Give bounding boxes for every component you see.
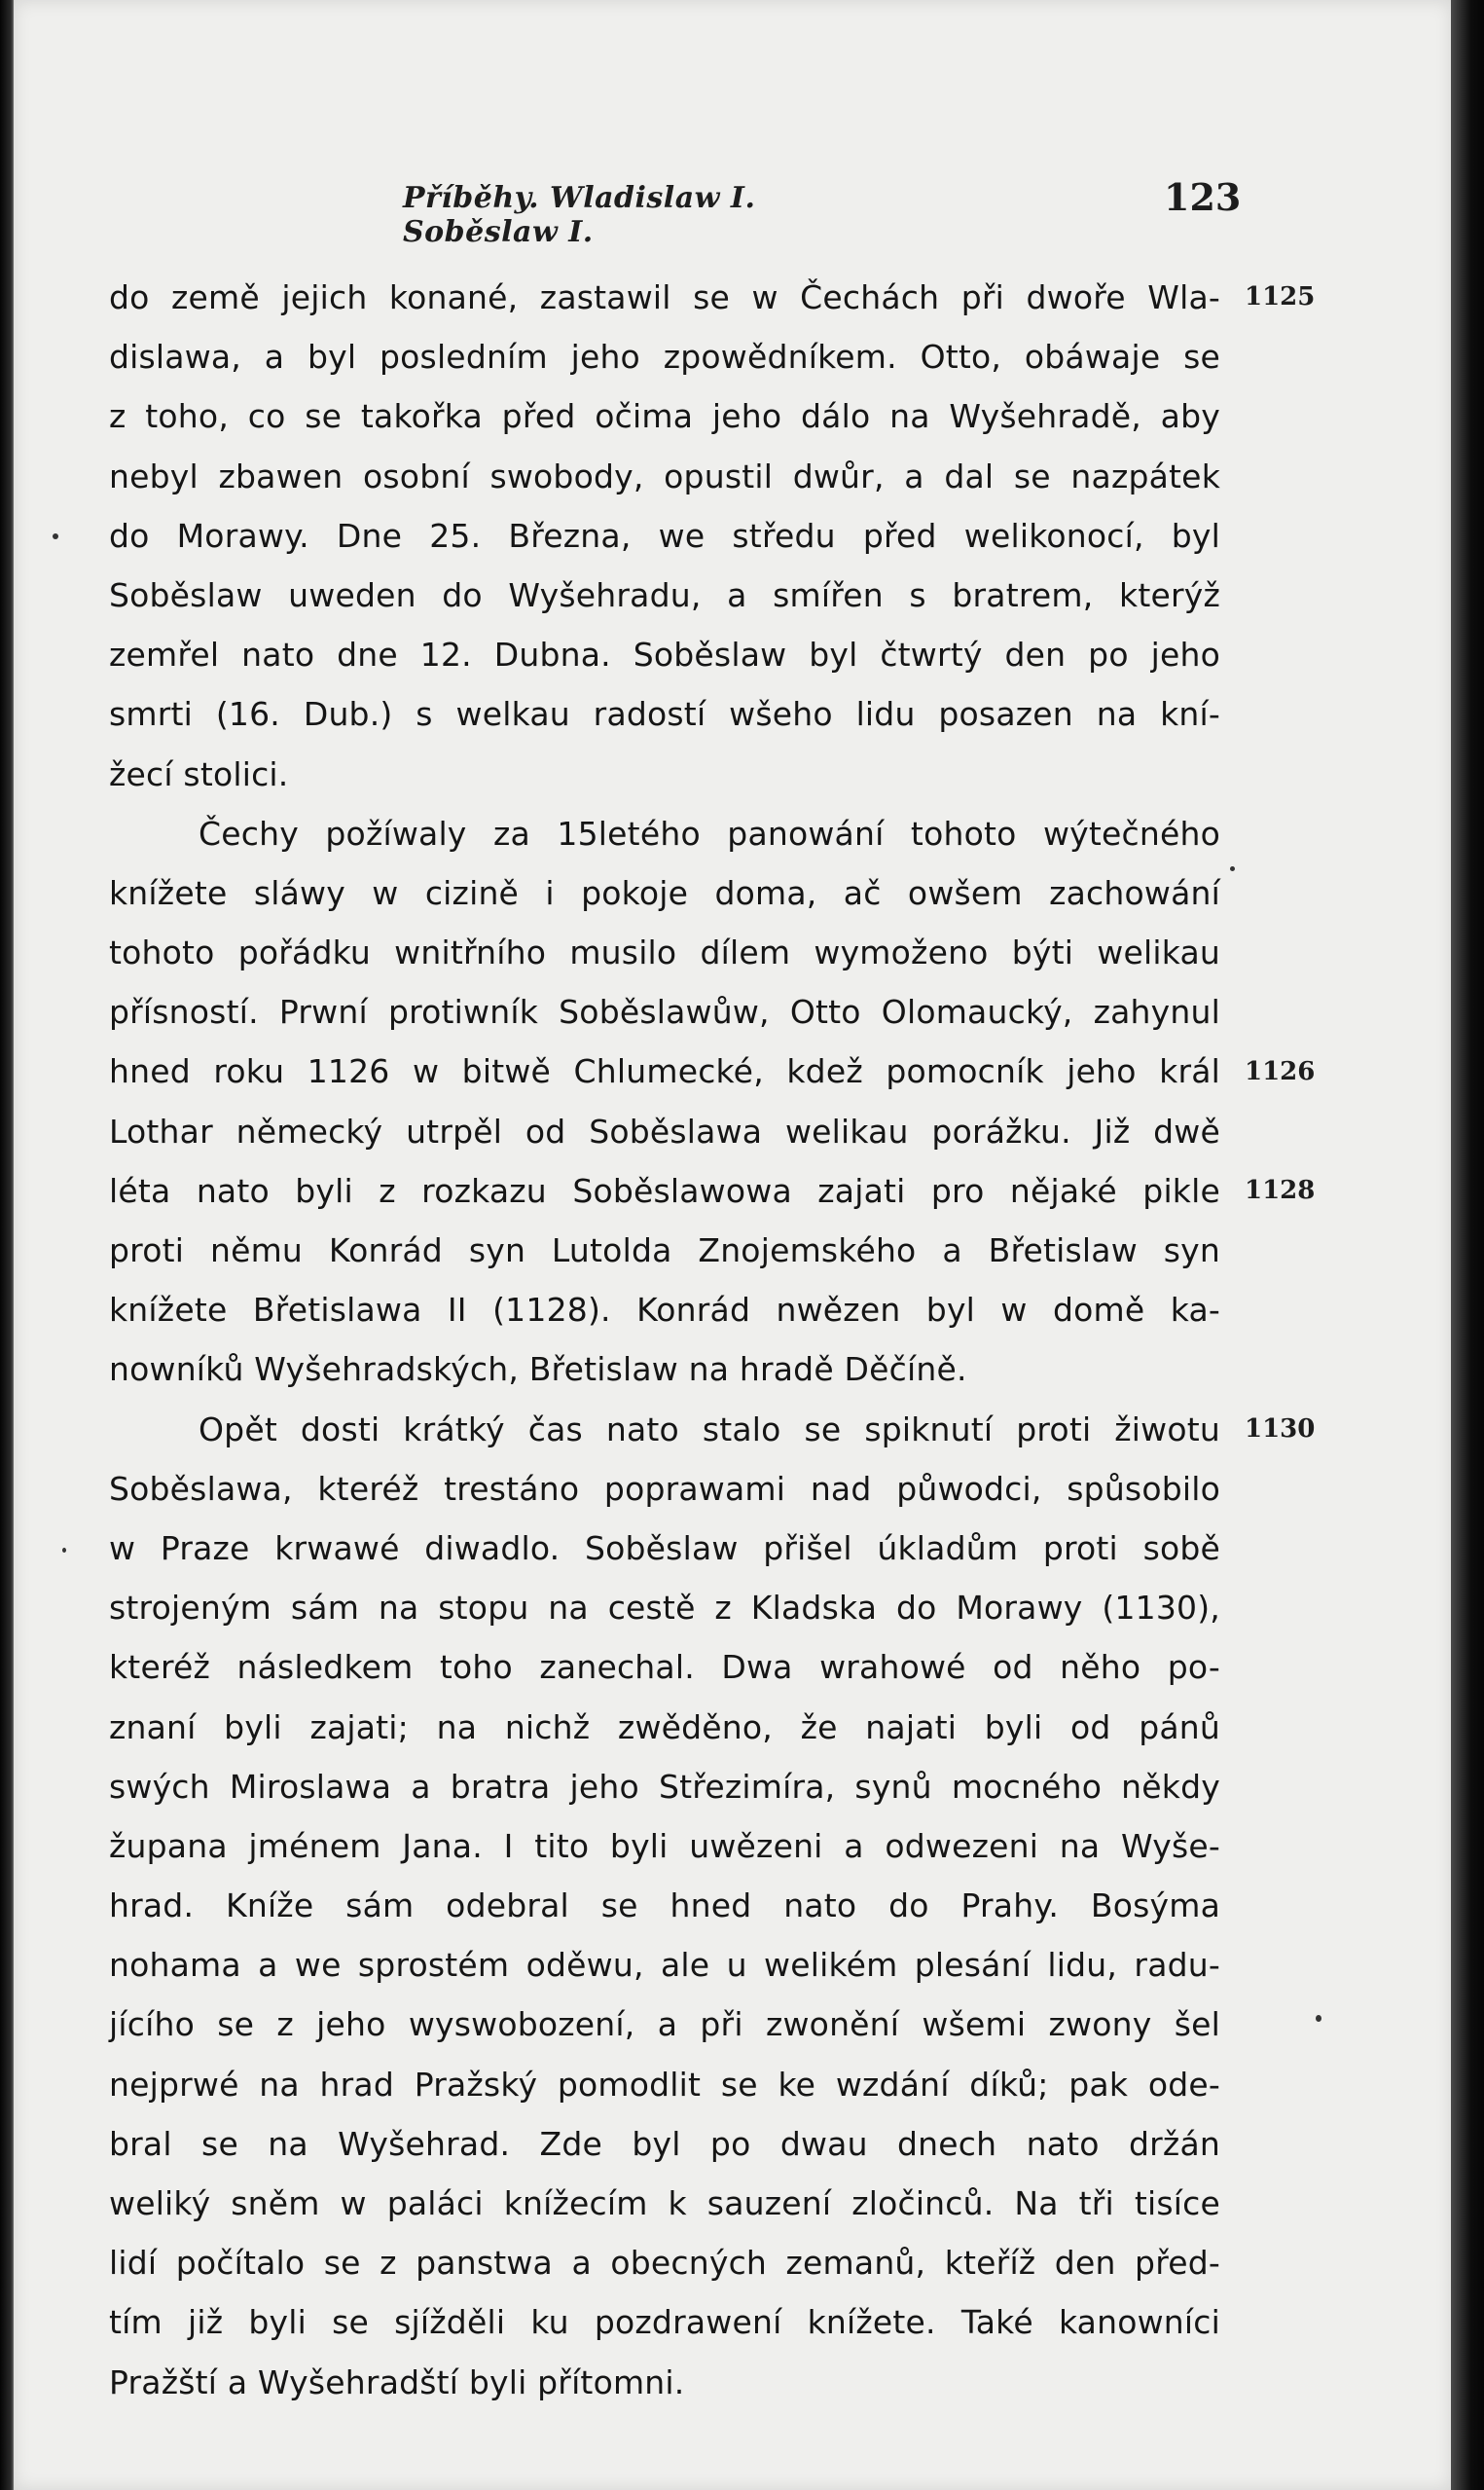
- text-line: župana jménem Jana. I tito byli uwězeni a odwezeni na Wyše-: [109, 1826, 1220, 1865]
- margin-year: 1125: [1245, 282, 1316, 311]
- text-line: znaní byli zajati; na nichž zwěděno, že najati byli od pánů: [109, 1707, 1220, 1746]
- book-page: [14, 0, 1452, 2490]
- text-line: Pražští a Wyšehradští byli přítomni.: [109, 2362, 685, 2401]
- scan-speck: [53, 533, 58, 539]
- paragraph-start-line: Čechy požíwaly za 15letého panowání tohoto wýtečného: [199, 814, 1220, 853]
- text-line: w Praze krwawé diwadlo. Soběslaw přišel úkladům proti sobě: [109, 1528, 1220, 1567]
- text-line: kteréž následkem toho zanechal. Dwa wrahowé od něho po-: [109, 1648, 1220, 1687]
- text-line: žecí stolici.: [109, 754, 289, 793]
- page-number: 123: [1164, 175, 1242, 219]
- text-line: knížete sláwy w cizině i pokoje doma, ač owšem zachowání: [109, 873, 1220, 912]
- text-line: do Morawy. Dne 25. Března, we středu před welikonocí, byl: [109, 516, 1220, 555]
- text-line: Lothar německý utrpěl od Soběslawa welikau porážku. Již dwě: [109, 1112, 1220, 1151]
- text-line: jícího se z jeho wyswobození, a při zwonění wšemi zwony šel: [109, 2005, 1220, 2044]
- text-line: bral se na Wyšehrad. Zde byl po dwau dnech nato držán: [109, 2124, 1220, 2163]
- text-line: léta nato byli z rozkazu Soběslawowa zajati pro nějaké pikle: [109, 1171, 1220, 1210]
- text-line: weliký sněm w paláci knížecím k sauzení zločinců. Na tři tisíce: [109, 2184, 1220, 2222]
- text-line: swých Miroslawa a bratra jeho Střezimíra, synů mocného někdy: [109, 1767, 1220, 1806]
- text-line: knížete Břetislawa II (1128). Konrád nwězen byl w domě ka-: [109, 1291, 1220, 1330]
- paragraph-start-line: Opět dosti krátký čas nato stalo se spiknutí proti žiwotu: [199, 1410, 1220, 1448]
- text-line: tohoto pořádku wnitřního musilo dílem wymoženo býti welikau: [109, 934, 1220, 972]
- text-line: Soběslaw uweden do Wyšehradu, a smířen s bratrem, kterýž: [109, 575, 1220, 614]
- text-line: dislawa, a byl posledním jeho zpowědníkem. Otto, obáwaje se: [109, 338, 1220, 377]
- body-text: [109, 268, 1220, 2412]
- scan-speck: [1316, 2015, 1321, 2022]
- text-line: nowníků Wyšehradských, Břetislaw na hradě Děčíně.: [109, 1350, 967, 1389]
- margin-year: 1128: [1245, 1176, 1316, 1205]
- page-shadow-edge: [1451, 0, 1484, 2490]
- text-line: zemřel nato dne 12. Dubna. Soběslaw byl čtwrtý den po jeho: [109, 636, 1220, 675]
- text-line: proti němu Konrád syn Lutolda Znojemského a Břetislaw syn: [109, 1231, 1220, 1269]
- margin-year: 1126: [1245, 1056, 1316, 1086]
- text-line: nebyl zbawen osobní swobody, opustil dwůr, a dal se nazpátek: [109, 457, 1220, 495]
- text-line: lidí počítalo se z panstwa a obecných zemanů, kteříž den před-: [109, 2244, 1220, 2283]
- scan-speck: [62, 1548, 66, 1553]
- text-line: Soběslawa, kteréž trestáno poprawami nad půwodci, spůsobilo: [109, 1469, 1220, 1508]
- text-line: nejprwé na hrad Pražský pomodlit se ke wzdání díků; pak ode-: [109, 2065, 1220, 2104]
- text-line: z toho, co se takořka před očima jeho dálo na Wyšehradě, aby: [109, 397, 1220, 436]
- text-line: do země jejich konané, zastawil se w Čechách při dwoře Wla-: [109, 278, 1220, 316]
- scan-speck: [1230, 866, 1235, 871]
- text-line: smrti (16. Dub.) s welkau radostí wšeho lidu posazen na kní-: [109, 695, 1220, 734]
- text-line: hrad. Kníže sám odebral se hned nato do Prahy. Bosýma: [109, 1886, 1220, 1925]
- running-head: Příběhy. Wladislaw I. Soběslaw I.: [403, 181, 756, 249]
- text-line: tím již byli se sjížděli ku pozdrawení knížete. Také kanowníci: [109, 2303, 1220, 2342]
- margin-year: 1130: [1245, 1413, 1316, 1444]
- text-line: nohama a we sprostém oděwu, ale u welikém plesání lidu, radu-: [109, 1946, 1220, 1985]
- text-line: strojeným sám na stopu na cestě z Kladska do Morawy (1130),: [109, 1589, 1220, 1628]
- text-line: přísností. Prwní protiwník Soběslawůw, Otto Olomaucký, zahynul: [109, 993, 1220, 1032]
- text-line: hned roku 1126 w bitwě Chlumecké, kdež pomocník jeho král: [109, 1052, 1220, 1091]
